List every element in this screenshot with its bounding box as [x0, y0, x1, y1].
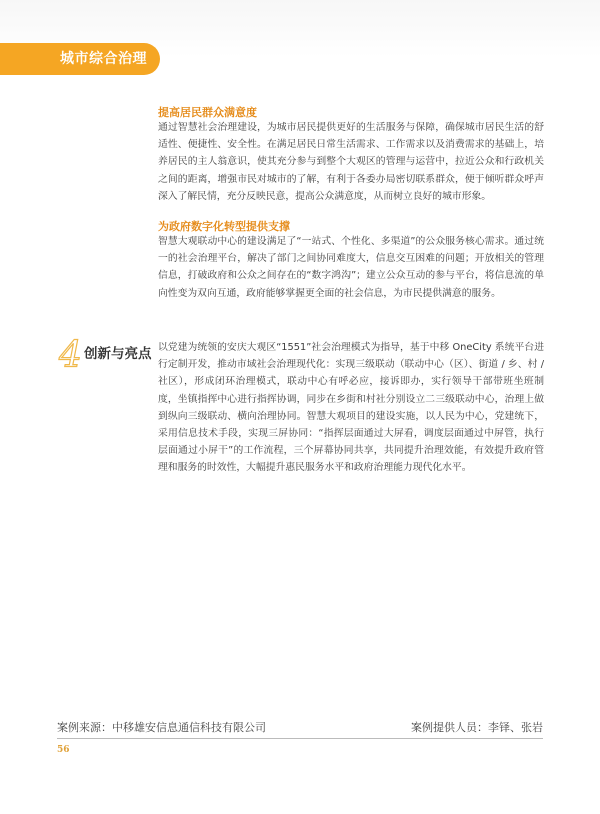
innovation-title: 创新与亮点 [84, 346, 152, 362]
subsection-title-digital-transformation: 为政府数字化转型提供支撑 [158, 220, 290, 233]
paragraph-digital-transformation: 智慧大观联动中心的建设满足了“一站式、个性化、多渠道”的公众服务核心需求。通过统一的社会治理平台，解决了部门之间协同难度大，信息交互困难的问题；开放相关的管理信息，打破政府和公众之间存在的“数字鸿沟”；建立公众互动的参与平台，将信息流的单向性变为双向互通，政府能够掌握更全面的社会信息，为市民提供满意的服务。 [158, 236, 544, 299]
section-tab: 城市综合治理篇 [0, 43, 160, 75]
footer-divider [57, 738, 543, 739]
page-number: 56 [57, 745, 70, 755]
subsection-title-satisfaction: 提高居民群众满意度 [158, 106, 257, 119]
paragraph-innovation: 以党建为统领的安庆大观区“1551”社会治理模式为指导，基于中移 OneCity 系统平台进行定制开发，推动市域社会治理现代化：实现三级联动（联动中心（区）、街道 / 乡、村 / 社区），形成闭环治理模式，联动中心有呼必应，接诉即办，实行领导干部带班坐班制度，坐镇指挥中心进行指挥协调，同步在乡街和村社分别设立二三级联动中心，治理上做到纵向三级联动、横向治理协同。智慧大观项目的建设实施，以人民为中心，党建统下，采用信息技术手段，实现三屏协同：“指挥层面通过大屏看，调度层面通过中屏管，执行层面通过小屏干”的工作流程，三个屏幕协同共享，共同提升治理效能，有效提升政府管理和服务的时效性，大幅提升惠民服务水平和政府治理能力现代化水平。 [158, 342, 544, 474]
innovation-number: 4 [59, 337, 82, 371]
paragraph-satisfaction: 通过智慧社会治理建设，为城市居民提供更好的生活服务与保障，确保城市居民生活的舒适性、便捷性、安全性。在满足居民日常生活需求、工作需求以及消费需求的基础上，培养居民的主人翁意识，使其充分参与到整个大观区的管理与运营中，拉近公众和行政机关之间的距离，增强市民对城市的了解，有利于各委办局密切联系群众，便于倾听群众呼声深入了解民情，充分反映民意，提高公众满意度，从而树立良好的城市形象。 [158, 122, 544, 202]
case-provider: 案例提供人员：李铎、张岩 [411, 721, 543, 734]
case-source: 案例来源：中移雄安信息通信科技有限公司 [57, 721, 266, 734]
number-four-icon [58, 337, 84, 371]
